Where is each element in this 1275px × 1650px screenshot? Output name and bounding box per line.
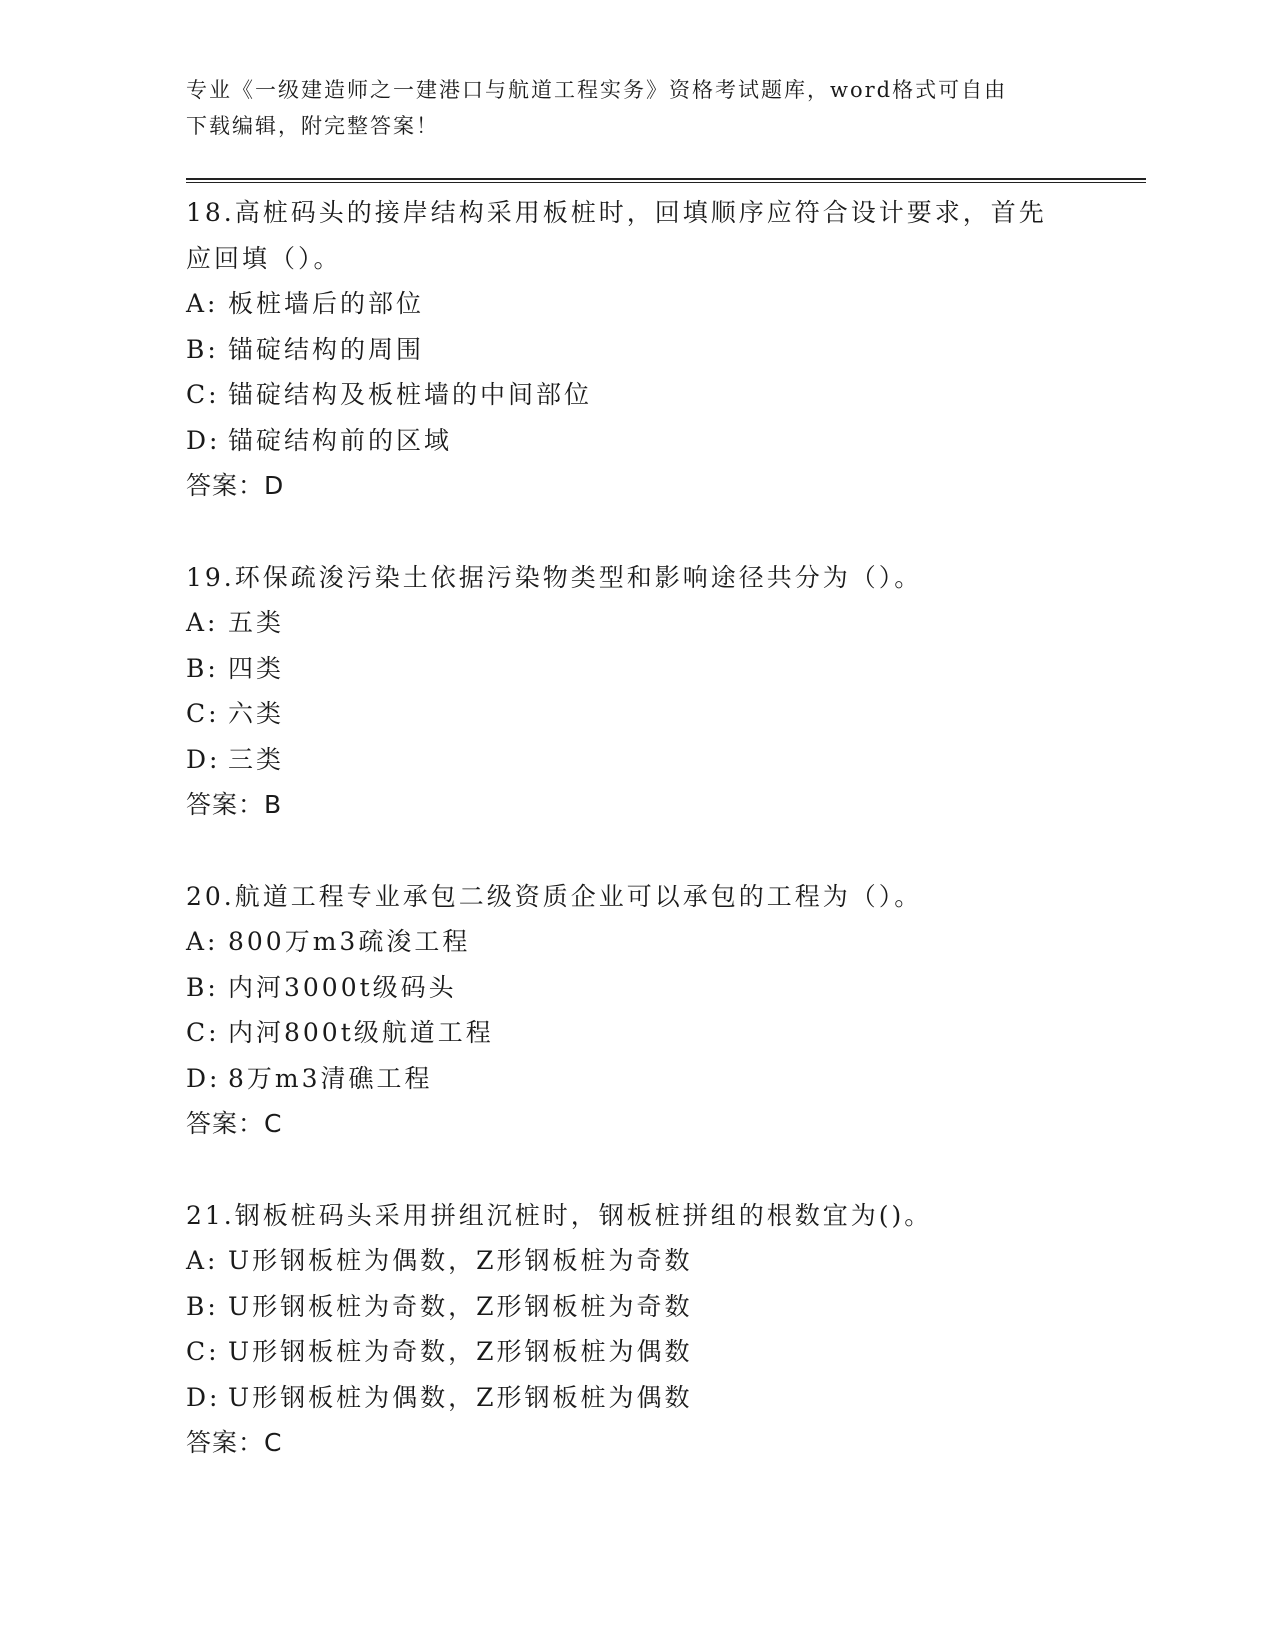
header-divider	[186, 178, 1146, 183]
question-list	[186, 190, 1086, 1512]
stem-line: 18.高桩码头的接岸结构采用板桩时，回填顺序应符合设计要求，首先	[186, 198, 1047, 227]
option-letter: C:	[186, 380, 220, 409]
option-text: 三类	[228, 744, 285, 774]
option-text: 锚碇结构前的区域	[228, 425, 453, 455]
option-letter: D:	[186, 744, 221, 774]
option-text: 锚碇结构的周围	[228, 334, 425, 364]
option-letter: A:	[186, 927, 219, 956]
option-letter: C:	[186, 699, 220, 728]
answer: 答案：C	[186, 1109, 283, 1138]
option-text: 六类	[228, 699, 285, 728]
document-header	[186, 72, 1066, 144]
header-line-1: 专业《一级建造师之一建港口与航道工程实务》资格考试题库，word格式可自由	[186, 78, 1008, 102]
stem-line: 21.钢板桩码头采用拼组沉桩时，钢板桩拼组的根数宜为()。	[186, 1200, 933, 1230]
option-text: 五类	[228, 608, 285, 637]
option-text: U形钢板桩为偶数，Z形钢板桩为偶数	[228, 1382, 693, 1412]
option-letter: D:	[186, 1382, 221, 1412]
option-text: 800万m3疏浚工程	[228, 927, 471, 956]
question-stem	[186, 190, 1086, 281]
option-text: U形钢板桩为奇数，Z形钢板桩为偶数	[228, 1337, 693, 1366]
option-letter: B:	[186, 972, 219, 1002]
question-20	[186, 874, 1086, 1147]
option-text: 锚碇结构及板桩墙的中间部位	[228, 380, 593, 409]
option-b	[186, 1284, 1086, 1330]
question-19	[186, 555, 1086, 828]
option-letter: B:	[186, 334, 219, 364]
option-letter: C:	[186, 1337, 220, 1366]
answer: 答案：D	[186, 471, 285, 500]
option-c	[186, 1329, 1086, 1375]
question-18	[186, 190, 1086, 509]
option-letter: C:	[186, 1018, 220, 1047]
option-a	[186, 1238, 1086, 1284]
stem-line: 20.航道工程专业承包二级资质企业可以承包的工程为（）。	[186, 881, 923, 911]
option-letter: B:	[186, 653, 219, 683]
answer: 答案：B	[186, 790, 283, 819]
option-text: 内河800t级航道工程	[228, 1018, 494, 1047]
option-letter: A:	[186, 608, 219, 637]
option-letter: A:	[186, 1246, 219, 1275]
option-c	[186, 691, 1086, 737]
option-a	[186, 281, 1086, 327]
option-letter: D:	[186, 1063, 221, 1093]
option-letter: D:	[186, 425, 221, 455]
option-b	[186, 965, 1086, 1011]
option-text: U形钢板桩为偶数，Z形钢板桩为奇数	[228, 1246, 693, 1275]
question-stem	[186, 555, 1086, 601]
question-stem	[186, 1193, 1086, 1239]
stem-line: 19.环保疏浚污染土依据污染物类型和影响途径共分为（）。	[186, 562, 923, 592]
stem-line: 应回填（）。	[186, 243, 342, 273]
option-d	[186, 737, 1086, 783]
option-d	[186, 1056, 1086, 1102]
option-text: 内河3000t级码头	[228, 972, 457, 1002]
option-d	[186, 1375, 1086, 1421]
option-text: 8万m3清礁工程	[228, 1063, 433, 1093]
option-text: 板桩墙后的部位	[228, 289, 425, 318]
option-text: 四类	[228, 653, 285, 683]
option-c	[186, 372, 1086, 418]
question-stem	[186, 874, 1086, 920]
answer: 答案：C	[186, 1428, 283, 1457]
option-b	[186, 327, 1086, 373]
header-line-2: 下载编辑，附完整答案！	[186, 114, 439, 138]
option-b	[186, 646, 1086, 692]
option-text: U形钢板桩为奇数，Z形钢板桩为奇数	[228, 1291, 693, 1321]
option-a	[186, 600, 1086, 646]
option-c	[186, 1010, 1086, 1056]
question-21	[186, 1193, 1086, 1466]
option-a	[186, 919, 1086, 965]
option-d	[186, 418, 1086, 464]
option-letter: B:	[186, 1291, 219, 1321]
option-letter: A:	[186, 289, 219, 318]
